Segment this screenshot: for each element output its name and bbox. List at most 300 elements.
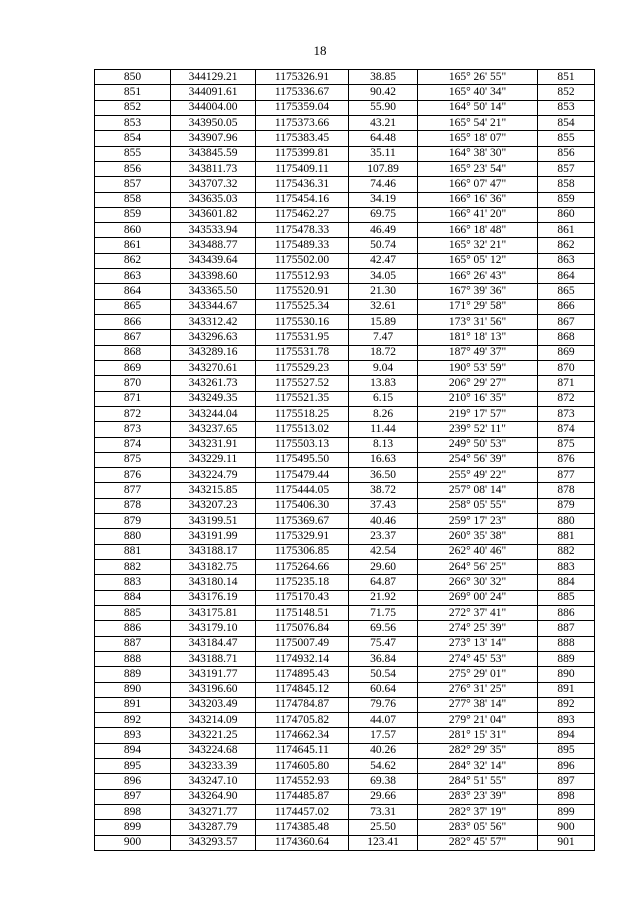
distance-cell: 8.13 bbox=[349, 437, 418, 452]
next-point-number-cell: 901 bbox=[538, 835, 595, 850]
bearing-cell: 284° 32' 14" bbox=[418, 759, 538, 774]
y-coordinate-cell: 1175529.23 bbox=[256, 360, 349, 375]
table-row bbox=[95, 560, 595, 575]
table-row bbox=[95, 437, 595, 452]
bearing-cell: 274° 45' 53" bbox=[418, 651, 538, 666]
point-number-cell: 890 bbox=[95, 682, 171, 697]
y-coordinate-cell: 1175369.67 bbox=[256, 514, 349, 529]
y-coordinate-cell: 1174784.87 bbox=[256, 697, 349, 712]
point-number-cell: 868 bbox=[95, 345, 171, 360]
x-coordinate-cell: 343365.50 bbox=[171, 284, 256, 299]
distance-cell: 69.75 bbox=[349, 207, 418, 222]
x-coordinate-cell: 343293.57 bbox=[171, 835, 256, 850]
distance-cell: 69.38 bbox=[349, 774, 418, 789]
table-row bbox=[95, 743, 595, 758]
bearing-cell: 165° 40' 34" bbox=[418, 85, 538, 100]
next-point-number-cell: 865 bbox=[538, 284, 595, 299]
y-coordinate-cell: 1175462.27 bbox=[256, 207, 349, 222]
table-row bbox=[95, 177, 595, 192]
y-coordinate-cell: 1175406.30 bbox=[256, 498, 349, 513]
table-row bbox=[95, 406, 595, 421]
table-row bbox=[95, 422, 595, 437]
x-coordinate-cell: 343289.16 bbox=[171, 345, 256, 360]
point-number-cell: 880 bbox=[95, 529, 171, 544]
next-point-number-cell: 874 bbox=[538, 422, 595, 437]
point-number-cell: 859 bbox=[95, 207, 171, 222]
next-point-number-cell: 887 bbox=[538, 621, 595, 636]
x-coordinate-cell: 343215.85 bbox=[171, 483, 256, 498]
distance-cell: 36.50 bbox=[349, 468, 418, 483]
point-number-cell: 867 bbox=[95, 330, 171, 345]
point-number-cell: 879 bbox=[95, 514, 171, 529]
table-row bbox=[95, 284, 595, 299]
distance-cell: 38.85 bbox=[349, 70, 418, 85]
x-coordinate-cell: 343191.77 bbox=[171, 667, 256, 682]
next-point-number-cell: 890 bbox=[538, 667, 595, 682]
table-row bbox=[95, 667, 595, 682]
distance-cell: 79.76 bbox=[349, 697, 418, 712]
x-coordinate-cell: 343224.68 bbox=[171, 743, 256, 758]
distance-cell: 8.26 bbox=[349, 406, 418, 421]
y-coordinate-cell: 1175531.78 bbox=[256, 345, 349, 360]
x-coordinate-cell: 343231.91 bbox=[171, 437, 256, 452]
distance-cell: 23.37 bbox=[349, 529, 418, 544]
table-row bbox=[95, 529, 595, 544]
distance-cell: 69.56 bbox=[349, 621, 418, 636]
x-coordinate-cell: 343533.94 bbox=[171, 223, 256, 238]
x-coordinate-cell: 343196.60 bbox=[171, 682, 256, 697]
x-coordinate-cell: 344129.21 bbox=[171, 70, 256, 85]
table-row bbox=[95, 85, 595, 100]
x-coordinate-cell: 344004.00 bbox=[171, 100, 256, 115]
y-coordinate-cell: 1174932.14 bbox=[256, 651, 349, 666]
table-row bbox=[95, 728, 595, 743]
distance-cell: 64.87 bbox=[349, 575, 418, 590]
x-coordinate-cell: 343180.14 bbox=[171, 575, 256, 590]
y-coordinate-cell: 1175329.91 bbox=[256, 529, 349, 544]
y-coordinate-cell: 1175525.34 bbox=[256, 299, 349, 314]
bearing-cell: 167° 39' 36" bbox=[418, 284, 538, 299]
y-coordinate-cell: 1174845.12 bbox=[256, 682, 349, 697]
point-number-cell: 862 bbox=[95, 253, 171, 268]
distance-cell: 123.41 bbox=[349, 835, 418, 850]
next-point-number-cell: 862 bbox=[538, 238, 595, 253]
distance-cell: 38.72 bbox=[349, 483, 418, 498]
table-row bbox=[95, 207, 595, 222]
x-coordinate-cell: 343184.47 bbox=[171, 636, 256, 651]
table-row bbox=[95, 575, 595, 590]
next-point-number-cell: 873 bbox=[538, 406, 595, 421]
y-coordinate-cell: 1175478.33 bbox=[256, 223, 349, 238]
x-coordinate-cell: 343249.35 bbox=[171, 391, 256, 406]
table-row bbox=[95, 483, 595, 498]
table-row bbox=[95, 330, 595, 345]
x-coordinate-cell: 343229.11 bbox=[171, 452, 256, 467]
x-coordinate-cell: 343601.82 bbox=[171, 207, 256, 222]
table-row bbox=[95, 131, 595, 146]
distance-cell: 34.05 bbox=[349, 269, 418, 284]
table-row bbox=[95, 115, 595, 130]
point-number-cell: 864 bbox=[95, 284, 171, 299]
bearing-cell: 254° 56' 39" bbox=[418, 452, 538, 467]
bearing-cell: 281° 15' 31" bbox=[418, 728, 538, 743]
y-coordinate-cell: 1175399.81 bbox=[256, 146, 349, 161]
bearing-cell: 239° 52' 11" bbox=[418, 422, 538, 437]
bearing-cell: 190° 53' 59" bbox=[418, 360, 538, 375]
table-row bbox=[95, 544, 595, 559]
distance-cell: 6.15 bbox=[349, 391, 418, 406]
bearing-cell: 164° 38' 30" bbox=[418, 146, 538, 161]
next-point-number-cell: 863 bbox=[538, 253, 595, 268]
next-point-number-cell: 895 bbox=[538, 743, 595, 758]
point-number-cell: 877 bbox=[95, 483, 171, 498]
next-point-number-cell: 880 bbox=[538, 514, 595, 529]
distance-cell: 29.66 bbox=[349, 789, 418, 804]
next-point-number-cell: 866 bbox=[538, 299, 595, 314]
x-coordinate-cell: 343707.32 bbox=[171, 177, 256, 192]
next-point-number-cell: 871 bbox=[538, 376, 595, 391]
next-point-number-cell: 859 bbox=[538, 192, 595, 207]
y-coordinate-cell: 1175489.33 bbox=[256, 238, 349, 253]
x-coordinate-cell: 343237.65 bbox=[171, 422, 256, 437]
x-coordinate-cell: 343907.96 bbox=[171, 131, 256, 146]
point-number-cell: 851 bbox=[95, 85, 171, 100]
x-coordinate-cell: 343188.17 bbox=[171, 544, 256, 559]
distance-cell: 36.84 bbox=[349, 651, 418, 666]
x-coordinate-cell: 343199.51 bbox=[171, 514, 256, 529]
bearing-cell: 171° 29' 58" bbox=[418, 299, 538, 314]
distance-cell: 35.11 bbox=[349, 146, 418, 161]
point-number-cell: 894 bbox=[95, 743, 171, 758]
bearing-cell: 283° 05' 56" bbox=[418, 820, 538, 835]
next-point-number-cell: 870 bbox=[538, 360, 595, 375]
distance-cell: 55.90 bbox=[349, 100, 418, 115]
x-coordinate-cell: 343188.71 bbox=[171, 651, 256, 666]
x-coordinate-cell: 343439.64 bbox=[171, 253, 256, 268]
next-point-number-cell: 885 bbox=[538, 590, 595, 605]
point-number-cell: 888 bbox=[95, 651, 171, 666]
y-coordinate-cell: 1175436.31 bbox=[256, 177, 349, 192]
y-coordinate-cell: 1175383.45 bbox=[256, 131, 349, 146]
bearing-cell: 249° 50' 53" bbox=[418, 437, 538, 452]
distance-cell: 75.47 bbox=[349, 636, 418, 651]
next-point-number-cell: 861 bbox=[538, 223, 595, 238]
table-row bbox=[95, 651, 595, 666]
next-point-number-cell: 864 bbox=[538, 269, 595, 284]
y-coordinate-cell: 1175444.05 bbox=[256, 483, 349, 498]
bearing-cell: 173° 31' 56" bbox=[418, 315, 538, 330]
table-row bbox=[95, 391, 595, 406]
distance-cell: 34.19 bbox=[349, 192, 418, 207]
bearing-cell: 282° 45' 57" bbox=[418, 835, 538, 850]
x-coordinate-cell: 343344.67 bbox=[171, 299, 256, 314]
bearing-cell: 165° 23' 54" bbox=[418, 161, 538, 176]
distance-cell: 11.44 bbox=[349, 422, 418, 437]
distance-cell: 16.63 bbox=[349, 452, 418, 467]
next-point-number-cell: 884 bbox=[538, 575, 595, 590]
x-coordinate-cell: 343224.79 bbox=[171, 468, 256, 483]
bearing-cell: 262° 40' 46" bbox=[418, 544, 538, 559]
bearing-cell: 166° 07' 47" bbox=[418, 177, 538, 192]
distance-cell: 64.48 bbox=[349, 131, 418, 146]
next-point-number-cell: 899 bbox=[538, 805, 595, 820]
coordinate-table bbox=[94, 69, 595, 851]
bearing-cell: 165° 05' 12" bbox=[418, 253, 538, 268]
next-point-number-cell: 893 bbox=[538, 713, 595, 728]
bearing-cell: 165° 26' 55" bbox=[418, 70, 538, 85]
distance-cell: 13.83 bbox=[349, 376, 418, 391]
point-number-cell: 882 bbox=[95, 560, 171, 575]
y-coordinate-cell: 1175359.04 bbox=[256, 100, 349, 115]
point-number-cell: 887 bbox=[95, 636, 171, 651]
bearing-cell: 275° 29' 01" bbox=[418, 667, 538, 682]
table-row bbox=[95, 514, 595, 529]
table-row bbox=[95, 636, 595, 651]
next-point-number-cell: 896 bbox=[538, 759, 595, 774]
table-row bbox=[95, 452, 595, 467]
distance-cell: 74.46 bbox=[349, 177, 418, 192]
bearing-cell: 279° 21' 04" bbox=[418, 713, 538, 728]
point-number-cell: 875 bbox=[95, 452, 171, 467]
y-coordinate-cell: 1175148.51 bbox=[256, 605, 349, 620]
next-point-number-cell: 872 bbox=[538, 391, 595, 406]
table-row bbox=[95, 223, 595, 238]
table-row bbox=[95, 605, 595, 620]
point-number-cell: 869 bbox=[95, 360, 171, 375]
next-point-number-cell: 876 bbox=[538, 452, 595, 467]
y-coordinate-cell: 1175170.43 bbox=[256, 590, 349, 605]
point-number-cell: 891 bbox=[95, 697, 171, 712]
point-number-cell: 863 bbox=[95, 269, 171, 284]
point-number-cell: 861 bbox=[95, 238, 171, 253]
next-point-number-cell: 855 bbox=[538, 131, 595, 146]
bearing-cell: 257° 08' 14" bbox=[418, 483, 538, 498]
next-point-number-cell: 888 bbox=[538, 636, 595, 651]
y-coordinate-cell: 1175527.52 bbox=[256, 376, 349, 391]
table-row bbox=[95, 590, 595, 605]
distance-cell: 29.60 bbox=[349, 560, 418, 575]
point-number-cell: 852 bbox=[95, 100, 171, 115]
table-row bbox=[95, 498, 595, 513]
x-coordinate-cell: 343271.77 bbox=[171, 805, 256, 820]
point-number-cell: 866 bbox=[95, 315, 171, 330]
bearing-cell: 219° 17' 57" bbox=[418, 406, 538, 421]
bearing-cell: 166° 26' 43" bbox=[418, 269, 538, 284]
bearing-cell: 276° 31' 25" bbox=[418, 682, 538, 697]
distance-cell: 42.54 bbox=[349, 544, 418, 559]
bearing-cell: 272° 37' 41" bbox=[418, 605, 538, 620]
x-coordinate-cell: 343179.10 bbox=[171, 621, 256, 636]
bearing-cell: 283° 23' 39" bbox=[418, 789, 538, 804]
table-row bbox=[95, 345, 595, 360]
point-number-cell: 898 bbox=[95, 805, 171, 820]
y-coordinate-cell: 1175076.84 bbox=[256, 621, 349, 636]
x-coordinate-cell: 343207.23 bbox=[171, 498, 256, 513]
table-row bbox=[95, 682, 595, 697]
y-coordinate-cell: 1175502.00 bbox=[256, 253, 349, 268]
x-coordinate-cell: 343176.19 bbox=[171, 590, 256, 605]
point-number-cell: 870 bbox=[95, 376, 171, 391]
bearing-cell: 166° 41' 20" bbox=[418, 207, 538, 222]
distance-cell: 37.43 bbox=[349, 498, 418, 513]
y-coordinate-cell: 1174605.80 bbox=[256, 759, 349, 774]
distance-cell: 40.26 bbox=[349, 743, 418, 758]
next-point-number-cell: 897 bbox=[538, 774, 595, 789]
x-coordinate-cell: 343261.73 bbox=[171, 376, 256, 391]
next-point-number-cell: 900 bbox=[538, 820, 595, 835]
y-coordinate-cell: 1175454.16 bbox=[256, 192, 349, 207]
y-coordinate-cell: 1175007.49 bbox=[256, 636, 349, 651]
x-coordinate-cell: 343244.04 bbox=[171, 406, 256, 421]
bearing-cell: 269° 00' 24" bbox=[418, 590, 538, 605]
distance-cell: 54.62 bbox=[349, 759, 418, 774]
table-row bbox=[95, 315, 595, 330]
next-point-number-cell: 892 bbox=[538, 697, 595, 712]
point-number-cell: 892 bbox=[95, 713, 171, 728]
bearing-cell: 282° 37' 19" bbox=[418, 805, 538, 820]
distance-cell: 9.04 bbox=[349, 360, 418, 375]
distance-cell: 17.57 bbox=[349, 728, 418, 743]
bearing-cell: 166° 18' 48" bbox=[418, 223, 538, 238]
point-number-cell: 871 bbox=[95, 391, 171, 406]
next-point-number-cell: 898 bbox=[538, 789, 595, 804]
point-number-cell: 858 bbox=[95, 192, 171, 207]
point-number-cell: 899 bbox=[95, 820, 171, 835]
table-row bbox=[95, 161, 595, 176]
table-row bbox=[95, 253, 595, 268]
point-number-cell: 872 bbox=[95, 406, 171, 421]
point-number-cell: 883 bbox=[95, 575, 171, 590]
table-row bbox=[95, 820, 595, 835]
next-point-number-cell: 882 bbox=[538, 544, 595, 559]
next-point-number-cell: 881 bbox=[538, 529, 595, 544]
point-number-cell: 896 bbox=[95, 774, 171, 789]
distance-cell: 25.50 bbox=[349, 820, 418, 835]
point-number-cell: 874 bbox=[95, 437, 171, 452]
distance-cell: 32.61 bbox=[349, 299, 418, 314]
bearing-cell: 258° 05' 55" bbox=[418, 498, 538, 513]
x-coordinate-cell: 343488.77 bbox=[171, 238, 256, 253]
table-row bbox=[95, 192, 595, 207]
point-number-cell: 865 bbox=[95, 299, 171, 314]
y-coordinate-cell: 1175336.67 bbox=[256, 85, 349, 100]
distance-cell: 90.42 bbox=[349, 85, 418, 100]
x-coordinate-cell: 343845.59 bbox=[171, 146, 256, 161]
distance-cell: 21.30 bbox=[349, 284, 418, 299]
y-coordinate-cell: 1174895.43 bbox=[256, 667, 349, 682]
table-row bbox=[95, 238, 595, 253]
y-coordinate-cell: 1175264.66 bbox=[256, 560, 349, 575]
bearing-cell: 181° 18' 13" bbox=[418, 330, 538, 345]
table-row bbox=[95, 468, 595, 483]
table-row bbox=[95, 360, 595, 375]
table-row bbox=[95, 146, 595, 161]
table-row bbox=[95, 100, 595, 115]
y-coordinate-cell: 1175306.85 bbox=[256, 544, 349, 559]
next-point-number-cell: 856 bbox=[538, 146, 595, 161]
y-coordinate-cell: 1175513.02 bbox=[256, 422, 349, 437]
table-row bbox=[95, 774, 595, 789]
distance-cell: 15.89 bbox=[349, 315, 418, 330]
table-row bbox=[95, 621, 595, 636]
distance-cell: 42.47 bbox=[349, 253, 418, 268]
x-coordinate-cell: 343175.81 bbox=[171, 605, 256, 620]
y-coordinate-cell: 1174360.64 bbox=[256, 835, 349, 850]
y-coordinate-cell: 1175518.25 bbox=[256, 406, 349, 421]
x-coordinate-cell: 343635.03 bbox=[171, 192, 256, 207]
table-row bbox=[95, 697, 595, 712]
x-coordinate-cell: 343203.49 bbox=[171, 697, 256, 712]
next-point-number-cell: 891 bbox=[538, 682, 595, 697]
next-point-number-cell: 858 bbox=[538, 177, 595, 192]
y-coordinate-cell: 1174385.48 bbox=[256, 820, 349, 835]
point-number-cell: 873 bbox=[95, 422, 171, 437]
point-number-cell: 884 bbox=[95, 590, 171, 605]
y-coordinate-cell: 1174485.87 bbox=[256, 789, 349, 804]
point-number-cell: 885 bbox=[95, 605, 171, 620]
y-coordinate-cell: 1175373.66 bbox=[256, 115, 349, 130]
next-point-number-cell: 868 bbox=[538, 330, 595, 345]
bearing-cell: 274° 25' 39" bbox=[418, 621, 538, 636]
bearing-cell: 187° 49' 37" bbox=[418, 345, 538, 360]
y-coordinate-cell: 1174457.02 bbox=[256, 805, 349, 820]
y-coordinate-cell: 1175235.18 bbox=[256, 575, 349, 590]
distance-cell: 107.89 bbox=[349, 161, 418, 176]
y-coordinate-cell: 1175479.44 bbox=[256, 468, 349, 483]
y-coordinate-cell: 1175530.16 bbox=[256, 315, 349, 330]
next-point-number-cell: 894 bbox=[538, 728, 595, 743]
y-coordinate-cell: 1174662.34 bbox=[256, 728, 349, 743]
bearing-cell: 255° 49' 22" bbox=[418, 468, 538, 483]
point-number-cell: 897 bbox=[95, 789, 171, 804]
distance-cell: 46.49 bbox=[349, 223, 418, 238]
bearing-cell: 273° 13' 14" bbox=[418, 636, 538, 651]
bearing-cell: 264° 56' 25" bbox=[418, 560, 538, 575]
distance-cell: 60.64 bbox=[349, 682, 418, 697]
y-coordinate-cell: 1174552.93 bbox=[256, 774, 349, 789]
point-number-cell: 853 bbox=[95, 115, 171, 130]
point-number-cell: 857 bbox=[95, 177, 171, 192]
next-point-number-cell: 867 bbox=[538, 315, 595, 330]
table-row bbox=[95, 269, 595, 284]
table-row bbox=[95, 376, 595, 391]
next-point-number-cell: 883 bbox=[538, 560, 595, 575]
point-number-cell: 856 bbox=[95, 161, 171, 176]
next-point-number-cell: 857 bbox=[538, 161, 595, 176]
point-number-cell: 878 bbox=[95, 498, 171, 513]
table-row bbox=[95, 789, 595, 804]
x-coordinate-cell: 344091.61 bbox=[171, 85, 256, 100]
table-row bbox=[95, 713, 595, 728]
x-coordinate-cell: 343264.90 bbox=[171, 789, 256, 804]
distance-cell: 43.21 bbox=[349, 115, 418, 130]
point-number-cell: 886 bbox=[95, 621, 171, 636]
next-point-number-cell: 853 bbox=[538, 100, 595, 115]
distance-cell: 50.74 bbox=[349, 238, 418, 253]
distance-cell: 21.92 bbox=[349, 590, 418, 605]
y-coordinate-cell: 1175503.13 bbox=[256, 437, 349, 452]
distance-cell: 7.47 bbox=[349, 330, 418, 345]
bearing-cell: 259° 17' 23" bbox=[418, 514, 538, 529]
bearing-cell: 277° 38' 14" bbox=[418, 697, 538, 712]
bearing-cell: 260° 35' 38" bbox=[418, 529, 538, 544]
distance-cell: 44.07 bbox=[349, 713, 418, 728]
point-number-cell: 854 bbox=[95, 131, 171, 146]
bearing-cell: 166° 16' 36" bbox=[418, 192, 538, 207]
next-point-number-cell: 877 bbox=[538, 468, 595, 483]
bearing-cell: 210° 16' 35" bbox=[418, 391, 538, 406]
x-coordinate-cell: 343287.79 bbox=[171, 820, 256, 835]
